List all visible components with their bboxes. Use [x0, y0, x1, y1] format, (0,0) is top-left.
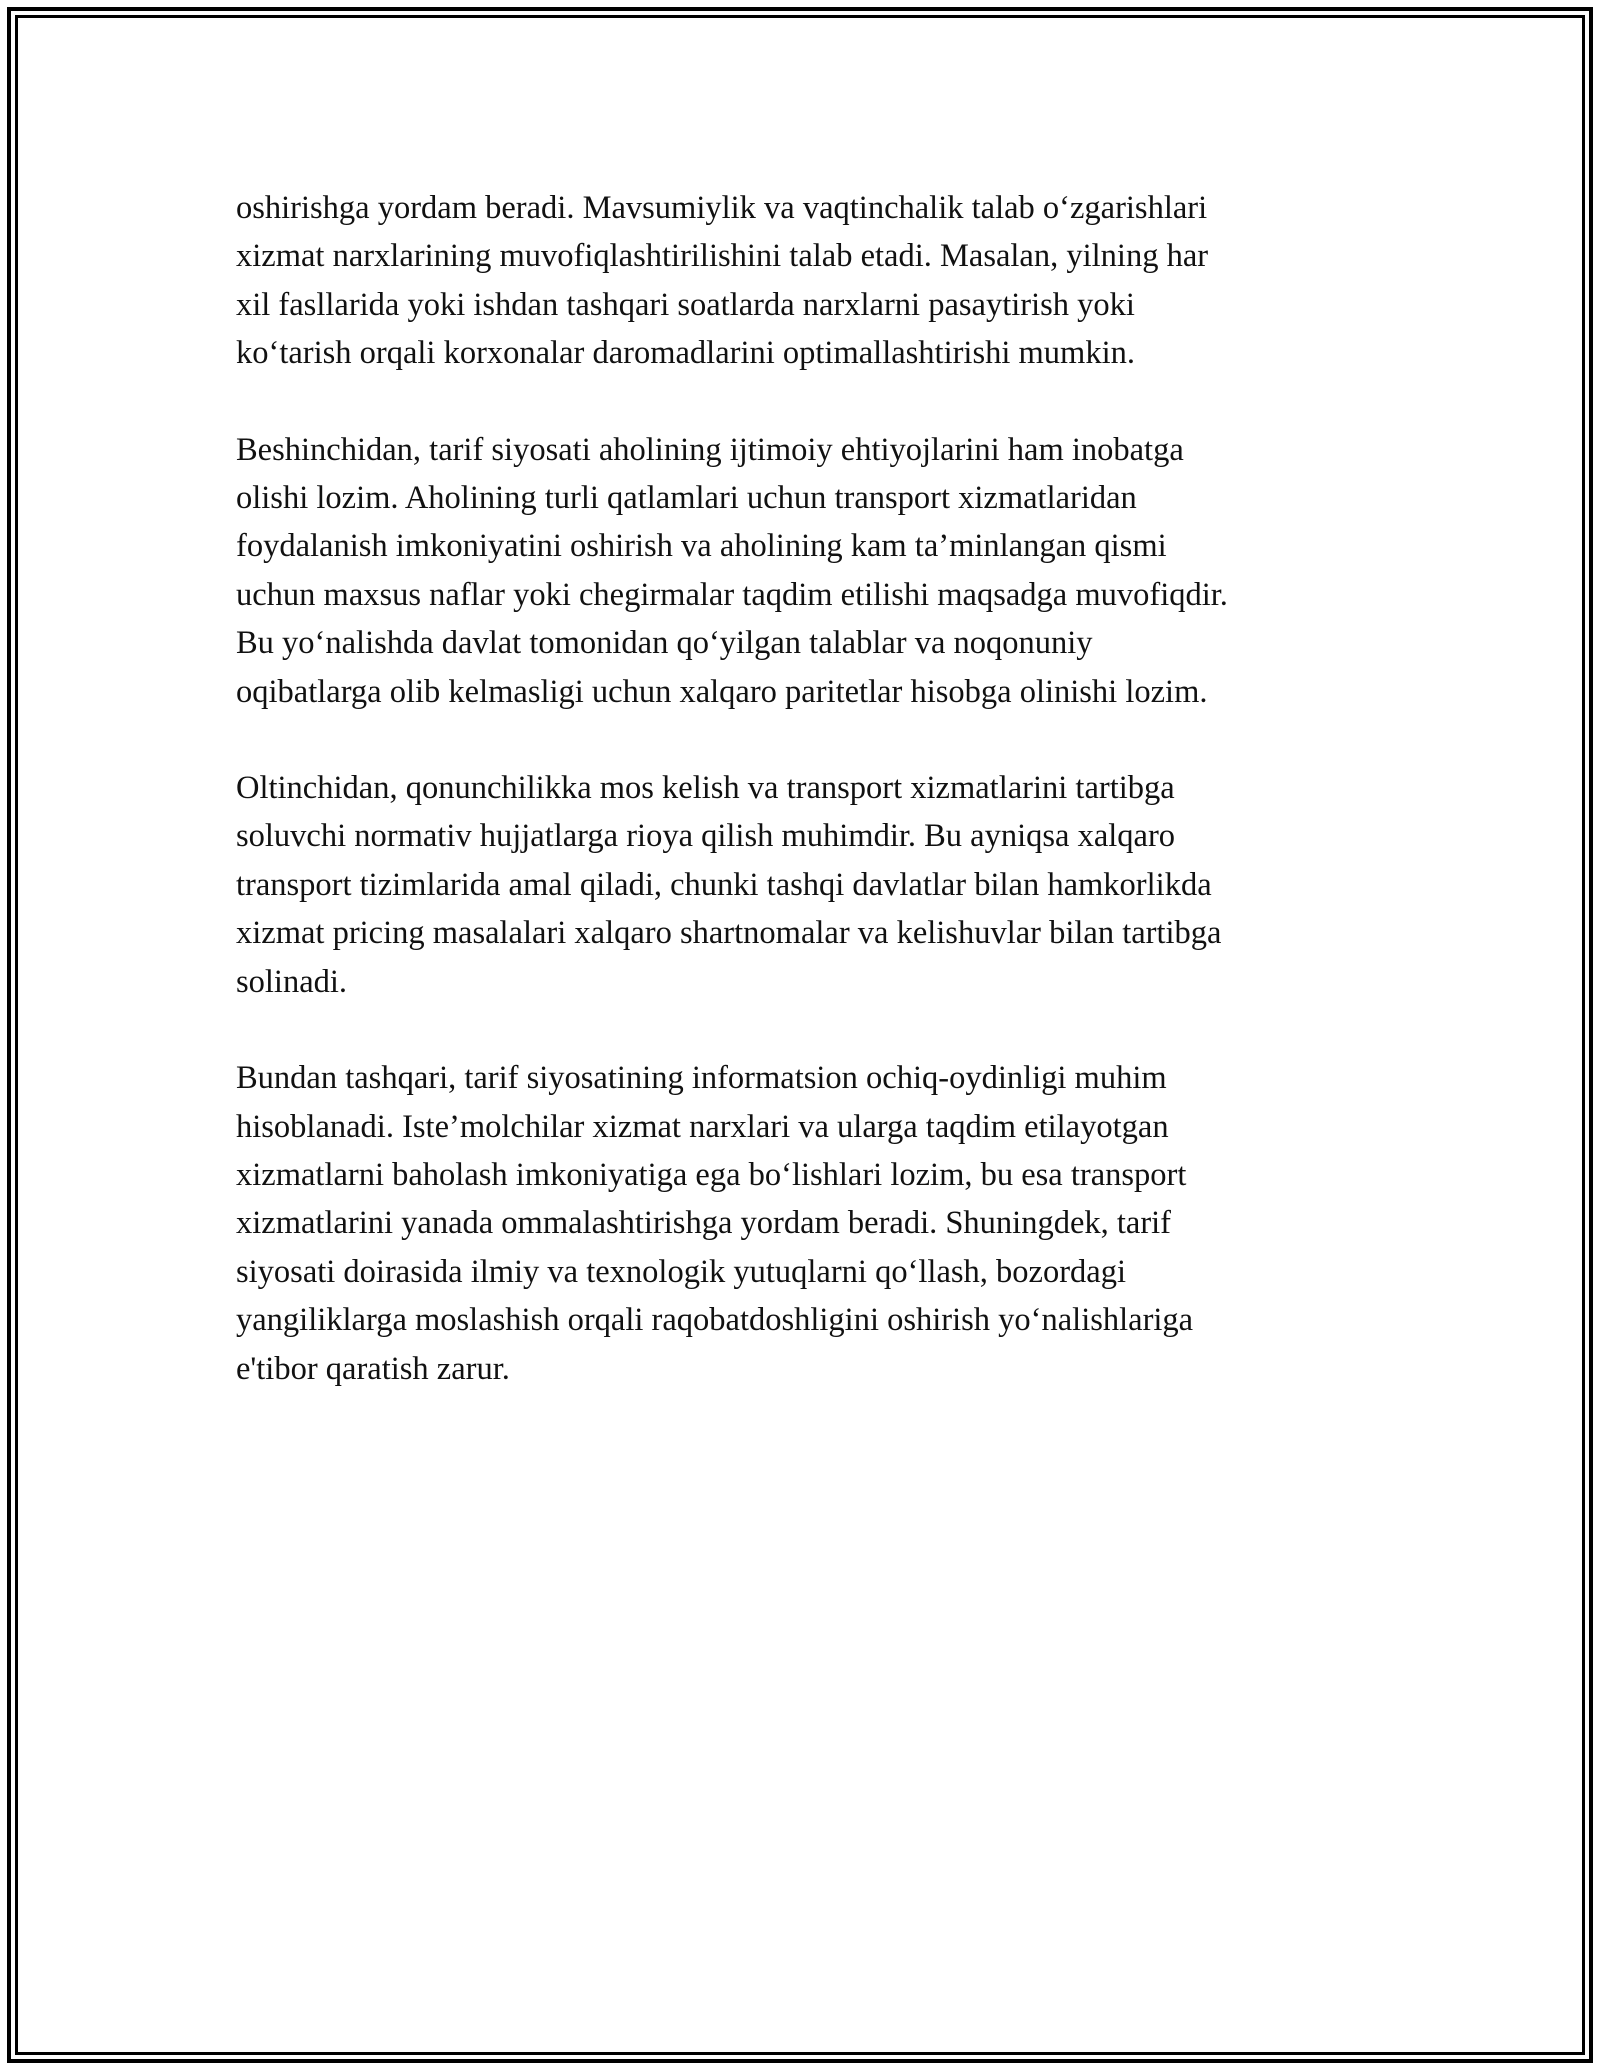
paragraph-pricing-seasonality: oshirishga yordam beradi. Mavsumiylik va vaqtinchalik talab o‘zgarishlari xizmat narxlarining muvofiqlashtirilishini talab etadi. Masalan, yilning har xil fasllarida yoki ishdan tashqari soatlarda narxlarni pasaytirish yoki ko‘tarish orqali korxonalar daromadlarini optimallashtirishi mumkin. — [236, 190, 1209, 372]
paragraph-transparency: Bundan tashqari, tarif siyosatining informatsion ochiq-oydinligi muhim hisoblanadi. Iste’molchilar xizmat narxlari va ularga taqdim etilayotgan xizmatlarni baholash imkoniyatiga ega bo‘lishlari lozim, bu esa transport xizmatlarini yanada ommalashtirishga yordam beradi. Shuningdek, tarif siyosati doirasida ilmiy va texnologik yutuqlarni qo‘llash, bozordagi yangiliklarga moslashish orqali raqobatdoshligini oshirish yo‘nalishlariga e'tibor qaratish zarur. — [236, 1060, 1194, 1387]
paragraph-social-needs: Beshinchidan, tarif siyosati aholining ijtimoiy ehtiyojlarini ham inobatga olishi lozim. Aholining turli qatlamlari uchun transport xizmatlaridan foydalanish imkoniyatini oshirish va aholining kam ta’minlangan qismi uchun maxsus naflar yoki chegirmalar taqdim etilishi maqsadga muvofiqdir. Bu yo‘nalishda davlat tomonidan qo‘yilgan talablar va noqonuniy oqibatlarga olib kelmasligi uchun xalqaro paritetlar hisobga olinishi lozim. — [236, 431, 1228, 710]
paragraph-legal-compliance: Oltinchidan, qonunchilikka mos kelish va transport xizmatlarini tartibga soluvchi normativ hujjatlarga rioya qilish muhimdir. Bu ayniqsa xalqaro transport tizimlarida amal qiladi, chunki tashqi davlatlar bilan hamkorlikda xizmat pricing masalalari xalqaro shartnomalar va kelishuvlar bilan tartibga solinadi. — [236, 770, 1222, 1000]
document-body — [236, 184, 1376, 1441]
